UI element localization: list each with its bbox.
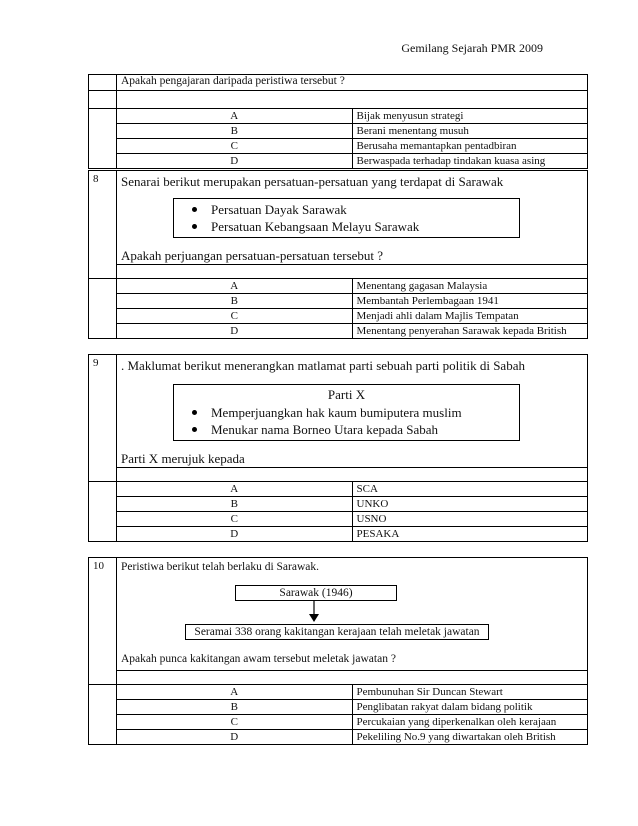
bullet-icon [192, 427, 197, 432]
bullet-item: Persatuan Dayak Sarawak [174, 201, 519, 218]
event-box-bottom: Seramai 338 orang kakitangan kerajaan telah meletak jawatan [185, 624, 489, 640]
option-text: Bijak menyusun strategi [352, 109, 588, 124]
option-text: Menjadi ahli dalam Majlis Tempatan [352, 309, 588, 324]
arrow-down-icon [307, 601, 321, 623]
question-10 [88, 557, 588, 745]
question-intro: . Maklumat berikut menerangkan matlamat parti sebuah parti politik di Sabah [121, 358, 525, 373]
question-intro: Senarai berikut merupakan persatuan-persatuan yang terdapat di Sarawak [121, 174, 504, 189]
option-text: UNKO [352, 497, 588, 512]
bullet-icon [192, 410, 197, 415]
bullet-icon [192, 207, 197, 212]
option-text: USNO [352, 512, 588, 527]
question-stem: Parti X merujuk kepada [121, 451, 245, 466]
question-8 [88, 170, 588, 339]
option-text: Berwaspada terhadap tindakan kuasa asing [352, 154, 588, 169]
option-letter: C [117, 309, 353, 324]
option-text: PESAKA [352, 527, 588, 542]
option-letter: A [117, 279, 353, 294]
bullet-item: Persatuan Kebangsaan Melayu Sarawak [174, 218, 519, 235]
option-text: Berani menentang musuh [352, 124, 588, 139]
event-box-top: Sarawak (1946) [235, 585, 397, 601]
option-text: Pembunuhan Sir Duncan Stewart [352, 685, 588, 700]
option-letter: B [117, 124, 353, 139]
option-text: Menentang gagasan Malaysia [352, 279, 588, 294]
option-text: SCA [352, 482, 588, 497]
option-letter: C [117, 139, 353, 154]
page-header: Gemilang Sejarah PMR 2009 [401, 41, 543, 55]
option-letter: D [117, 730, 353, 745]
option-letter: B [117, 294, 353, 309]
bullet-icon [192, 224, 197, 229]
question-stem: Apakah punca kakitangan awam tersebut meletak jawatan ? [121, 653, 396, 665]
option-letter: A [117, 482, 353, 497]
question-7 [88, 74, 588, 169]
option-text: Berusaha memantapkan pentadbiran [352, 139, 588, 154]
option-letter: C [117, 715, 353, 730]
question-stem: Apakah pengajaran daripada peristiwa tersebut ? [117, 75, 588, 91]
option-text: Pekeliling No.9 yang diwartakan oleh British [352, 730, 588, 745]
question-stem: Apakah perjuangan persatuan-persatuan tersebut ? [121, 248, 384, 263]
question-number [89, 75, 117, 91]
info-box [173, 384, 520, 441]
bullet-item: Memperjuangkan hak kaum bumiputera muslim [174, 404, 519, 421]
option-letter: D [117, 324, 353, 339]
question-number: 8 [89, 171, 117, 279]
option-text: Penglibatan rakyat dalam bidang politik [352, 700, 588, 715]
question-9 [88, 354, 588, 542]
option-letter: B [117, 700, 353, 715]
bullet-item: Menukar nama Borneo Utara kepada Sabah [174, 421, 519, 438]
option-letter: D [117, 154, 353, 169]
question-number: 10 [89, 558, 117, 685]
option-letter: A [117, 109, 353, 124]
question-intro: Peristiwa berikut telah berlaku di Sarawak. [121, 561, 319, 573]
option-text: Membantah Perlembagaan 1941 [352, 294, 588, 309]
box-title: Parti X [327, 387, 366, 402]
option-text: Menentang penyerahan Sarawak kepada British [352, 324, 588, 339]
option-text: Percukaian yang diperkenalkan oleh kerajaan [352, 715, 588, 730]
option-letter: C [117, 512, 353, 527]
bullet-box [173, 198, 520, 238]
option-letter: D [117, 527, 353, 542]
option-letter: A [117, 685, 353, 700]
question-number: 9 [89, 355, 117, 482]
option-letter: B [117, 497, 353, 512]
